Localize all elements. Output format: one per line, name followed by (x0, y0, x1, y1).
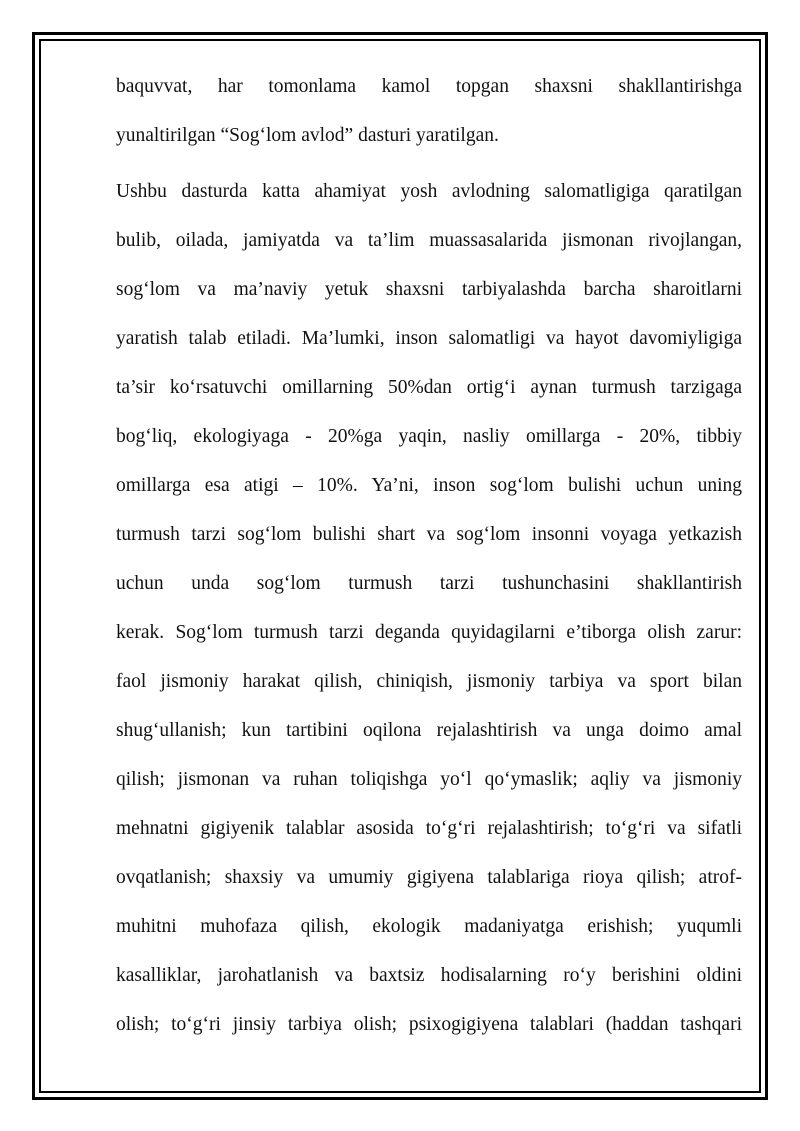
document-body (116, 62, 742, 1049)
text-line: baquvvat, har tomonlama kamol topgan shaxsni shakllantirishga (116, 76, 742, 97)
text-line: muhitni muhofaza qilish, ekologik madaniyatga erishish; yuqumli (116, 916, 742, 937)
text-line: ovqatlanish; shaxsiy va umumiy gigiyena talablariga rioya qilish; atrof- (116, 867, 742, 888)
paragraph-spacer (116, 160, 742, 167)
text-line: Ushbu dasturda katta ahamiyat yosh avlodning salomatligiga qaratilgan (116, 181, 742, 202)
text-line: bog‘liq, ekologiyaga - 20%ga yaqin, nasliy omillarga - 20%, tibbiy (116, 426, 742, 447)
text-line: turmush tarzi sog‘lom bulishi shart va sog‘lom insonni voyaga yetkazish (116, 524, 742, 545)
paragraph-2 (116, 167, 742, 1049)
text-line: faol jismoniy harakat qilish, chiniqish, jismoniy tarbiya va sport bilan (116, 671, 742, 692)
text-line: ta’sir ko‘rsatuvchi omillarning 50%dan ortig‘i aynan turmush tarzigaga (116, 377, 742, 398)
text-line: olish; to‘g‘ri jinsiy tarbiya olish; psixogigiyena talablari (haddan tashqari (116, 1014, 742, 1035)
text-line: kerak. Sog‘lom turmush tarzi deganda quyidagilarni e’tiborga olish zarur: (116, 622, 742, 643)
text-line: qilish; jismonan va ruhan toliqishga yo‘l qo‘ymaslik; aqliy va jismoniy (116, 769, 742, 790)
text-line: omillarga esa atigi – 10%. Ya’ni, inson sog‘lom bulishi uchun uning (116, 475, 742, 496)
text-line: sog‘lom va ma’naviy yetuk shaxsni tarbiyalashda barcha sharoitlarni (116, 279, 742, 300)
text-line: uchun unda sog‘lom turmush tarzi tushunchasini shakllantirish (116, 573, 742, 594)
paragraph-1 (116, 62, 742, 160)
text-line: kasalliklar, jarohatlanish va baxtsiz hodisalarning ro‘y berishini oldini (116, 965, 742, 986)
text-line: yunaltirilgan “Sog‘lom avlod” dasturi yaratilgan. (116, 125, 499, 146)
text-line: yaratish talab etiladi. Ma’lumki, inson salomatligi va hayot davomiyligiga (116, 328, 742, 349)
text-line: mehnatni gigiyenik talablar asosida to‘g‘ri rejalashtirish; to‘g‘ri va sifatli (116, 818, 742, 839)
text-line: bulib, oilada, jamiyatda va ta’lim muassasalarida jismonan rivojlangan, (116, 230, 742, 251)
text-line: shug‘ullanish; kun tartibini oqilona rejalashtirish va unga doimo amal (116, 720, 742, 741)
